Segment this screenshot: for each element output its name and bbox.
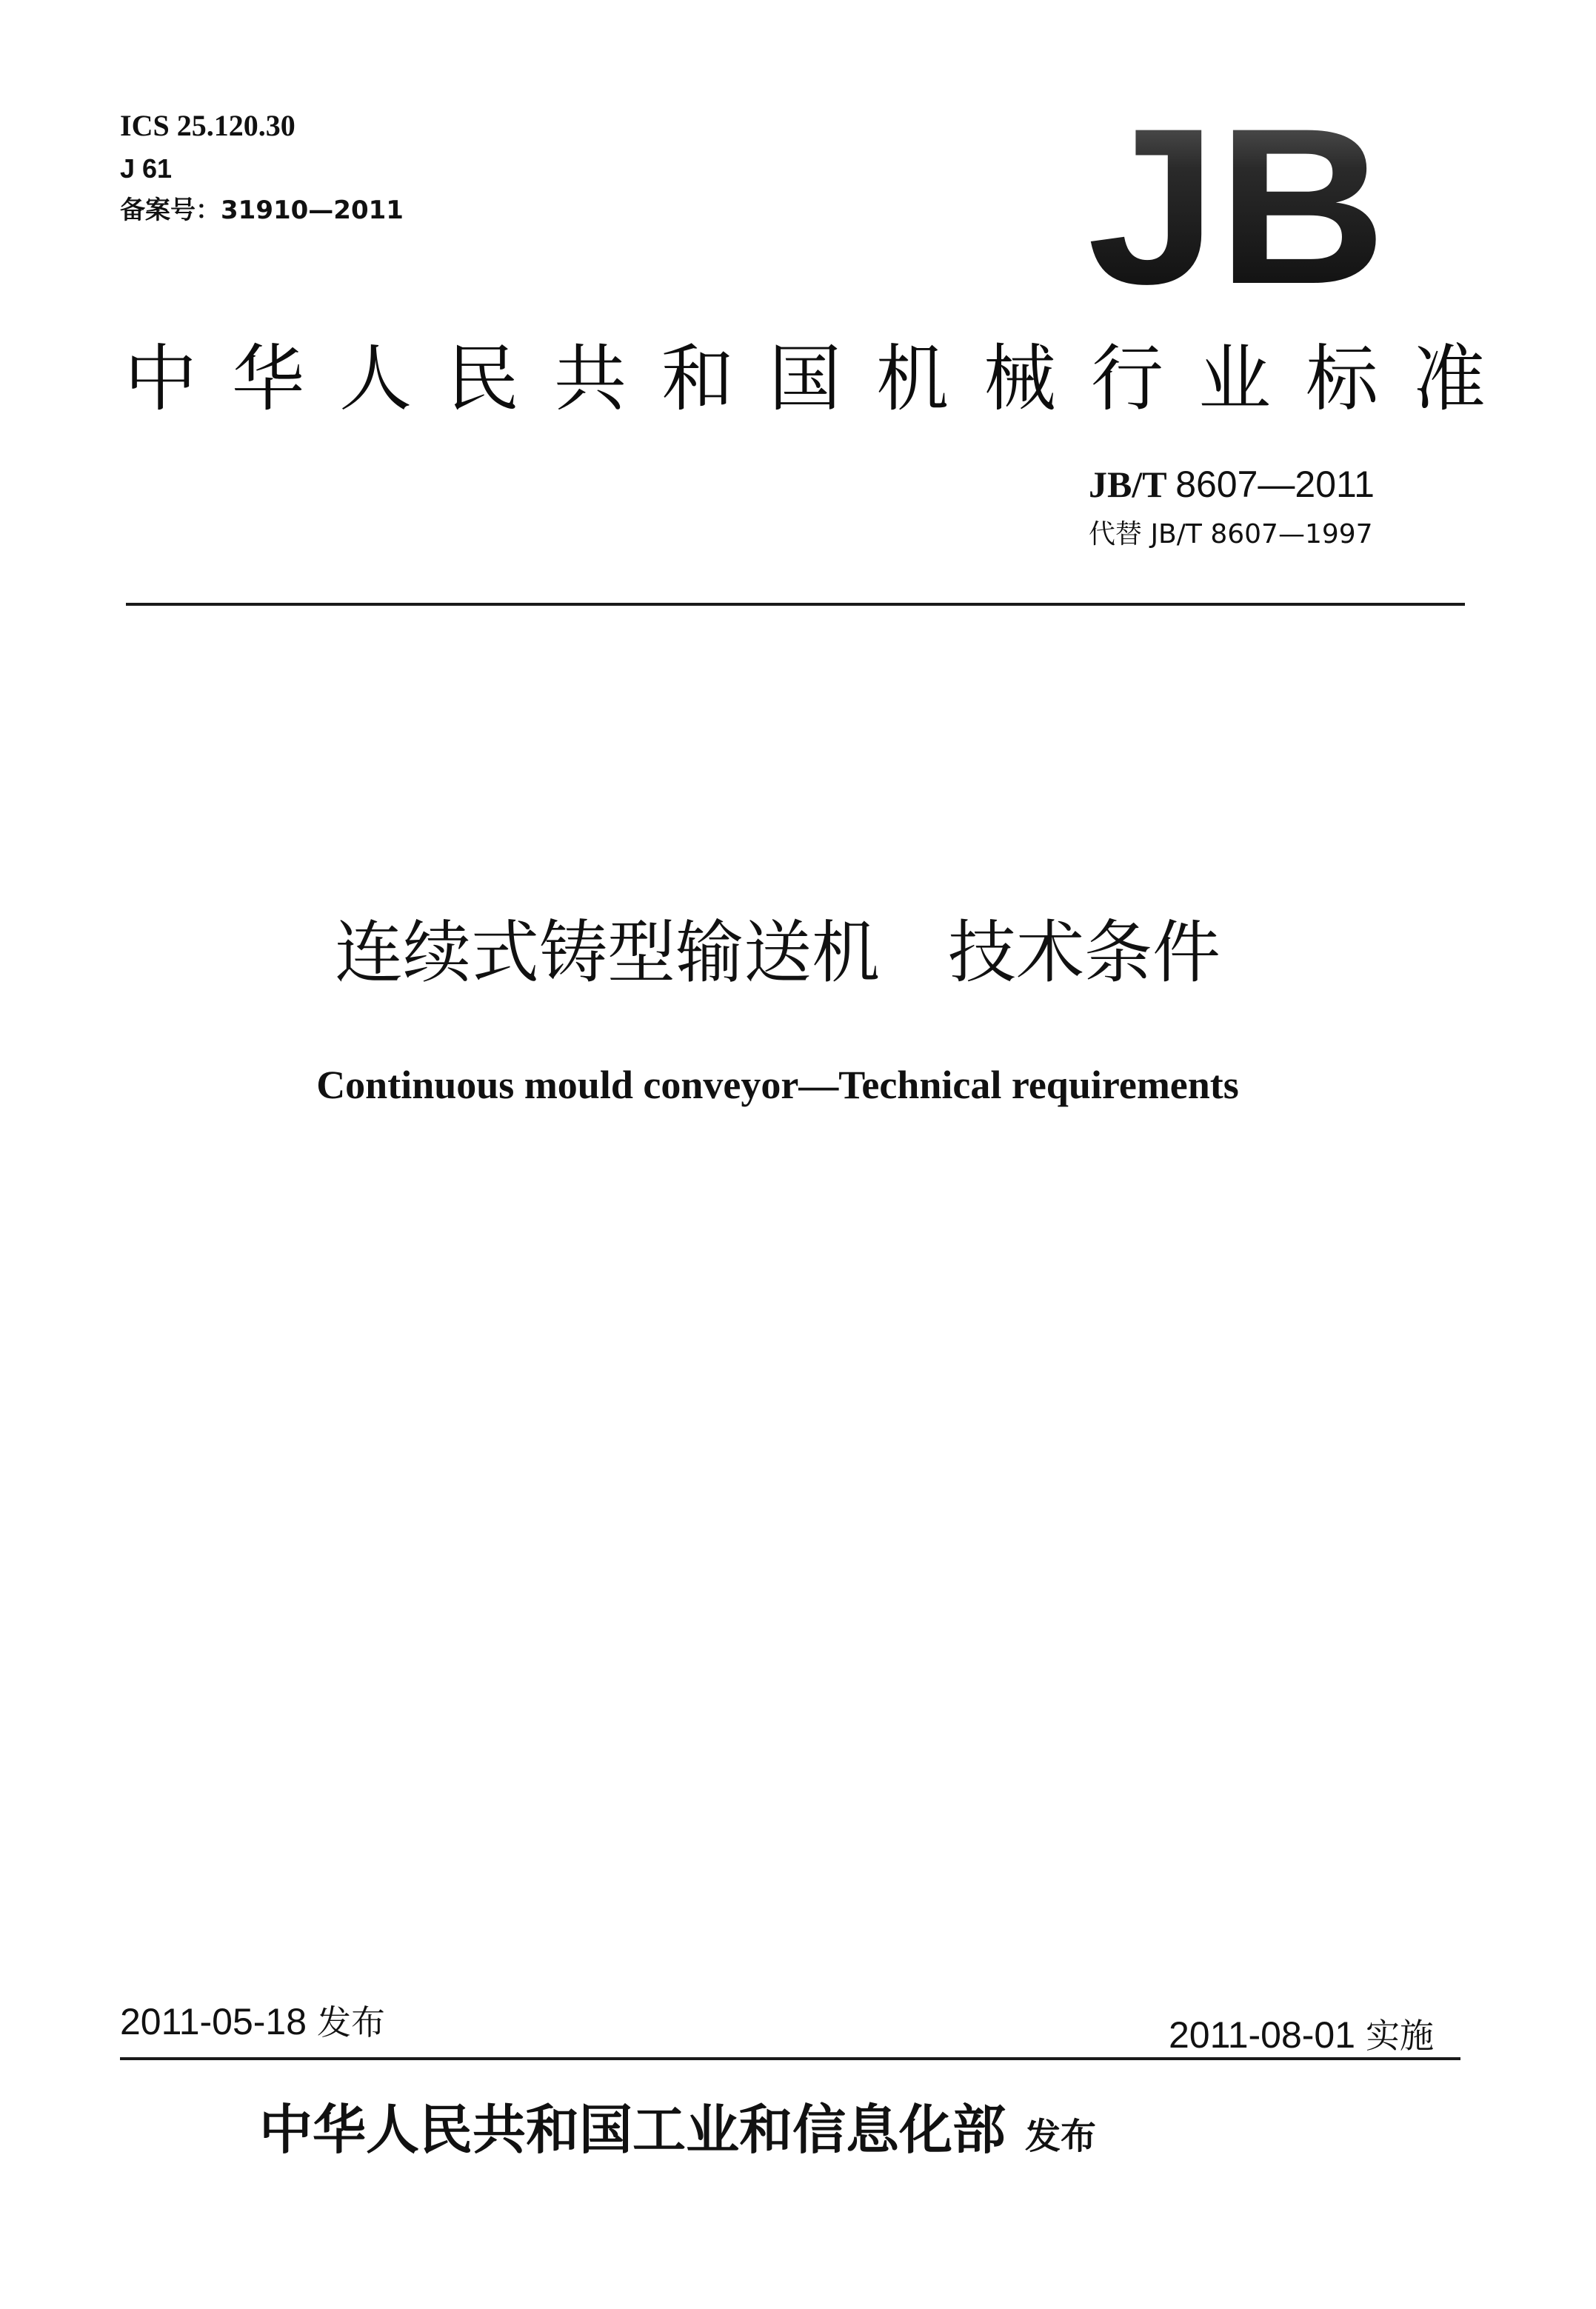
replaces-standard: 代替 JB/T 8607—1997 [1089,519,1373,549]
implementation-date-label: 实施 [1365,2016,1434,2056]
ics-code: ICS 25.120.30 [120,109,296,142]
issue-date-value: 2011-05-18 [120,2001,307,2042]
issue-date [120,1999,385,2045]
footer-divider [120,2057,1460,2060]
standard-title: 中华人民共和国机械行业标准 [124,337,1521,421]
issuer [259,2093,1096,2173]
jb-logo [1081,111,1392,304]
classification-code: J 61 [120,153,173,184]
standard-code-prefix: JB/T [1089,464,1166,505]
document-title-en: Continuous mould conveyor—Technical requirements [316,1063,1239,1107]
header-divider [126,603,1465,606]
document-title-cn: 连续式铸型输送机 技术条件 [334,913,1221,992]
issuer-name: 中华人民共和国工业和信息化部 [259,2099,1006,2161]
issuer-action: 发布 [1025,2116,1097,2157]
implementation-date-value: 2011-08-01 [1169,2014,1356,2056]
filing-number: 备案号：31910—2011 [120,196,404,225]
issue-date-label: 发布 [316,2002,385,2042]
standard-code-number: 8607—2011 [1175,464,1375,505]
standard-code [1089,462,1375,507]
jb-logo-text: JB [1087,111,1386,304]
implementation-date [1169,2013,1434,2058]
